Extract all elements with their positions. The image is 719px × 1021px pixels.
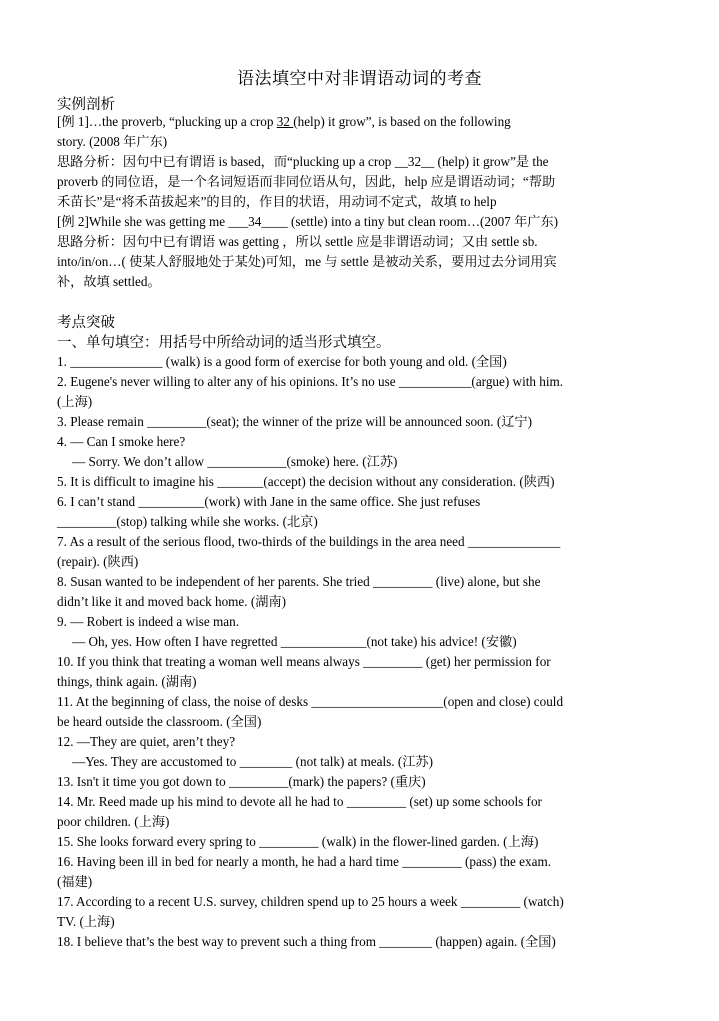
- item-9-q: 9. — Robert is indeed a wise man.: [57, 614, 240, 629]
- item-11: 11. At the beginning of class, the noise of desks ____________________(open and close) could: [57, 694, 564, 709]
- item-6-cont: _________(stop) talking while she works. (北京): [57, 514, 318, 529]
- item-12-a: —Yes. They are accustomed to ________ (not talk) at meals. (江苏): [72, 754, 433, 769]
- example-1-line-1: [57, 112, 662, 132]
- example-2-line: [例 2]While she was getting me ___34____ (settle) into a tiny but clean room…(2007 年广东): [57, 214, 559, 229]
- item-13: 13. Isn't it time you got down to _________(mark) the papers? (重庆): [57, 774, 426, 789]
- item-2-cont: (上海): [57, 394, 93, 409]
- item-17-cont: TV. (上海): [57, 914, 115, 929]
- item-14: 14. Mr. Reed made up his mind to devote all he had to _________ (set) up some schools for: [57, 794, 542, 809]
- example-1-text-a: [例 1]…the proverb, “plucking up a crop: [57, 114, 277, 129]
- item-3: 3. Please remain _________(seat); the winner of the prize will be announced soon. (辽宁): [57, 414, 532, 429]
- item-7: 7. As a result of the serious flood, two-thirds of the buildings in the area need ______________: [57, 534, 561, 549]
- item-6: 6. I can’t stand __________(work) with Jane in the same office. She just refuses: [57, 494, 481, 509]
- example-1-line-2: story. (2008 年广东): [57, 134, 168, 149]
- analysis-1-line-2: proverb 的同位语，是一个名词短语而非同位语从句，因此，help 应是谓语动词；“帮助: [57, 174, 556, 189]
- item-4-q: 4. — Can I smoke here?: [57, 434, 186, 449]
- analysis-2-line-2: into/in/on…( 使某人舒服地处于某处)可知，me 与 settle 是被动关系，要用过去分词用宾: [57, 254, 557, 269]
- item-10: 10. If you think that treating a woman well means always _________ (get) her permission for: [57, 654, 551, 669]
- item-16-cont: (福建): [57, 874, 93, 889]
- item-7-cont: (repair). (陕西): [57, 554, 139, 569]
- item-4-a: — Sorry. We don’t allow ____________(smoke) here. (江苏): [72, 454, 398, 469]
- analysis-1-line-3: 禾苗长”是“将禾苗拔起来”的目的，作目的状语，用动词不定式，故填 to help: [57, 194, 497, 209]
- single-fill-heading: 一、单句填空：用括号中所给动词的适当形式填空。: [57, 335, 391, 351]
- item-5: 5. It is difficult to imagine his _______(accept) the decision without any consideration. (陕西): [57, 474, 555, 489]
- breakthrough-heading: 考点突破: [57, 315, 115, 331]
- item-15: 15. She looks forward every spring to _________ (walk) in the flower-lined garden. (上海): [57, 834, 539, 849]
- item-16: 16. Having been ill in bed for nearly a month, he had a hard time _________ (pass) the exam.: [57, 854, 552, 869]
- item-18: 18. I believe that’s the best way to prevent such a thing from ________ (happen) again. (全国): [57, 934, 556, 949]
- item-1: 1. ______________ (walk) is a good form of exercise for both young and old. (全国): [57, 354, 507, 369]
- item-10-cont: things, think again. (湖南): [57, 674, 197, 689]
- item-14-cont: poor children. (上海): [57, 814, 170, 829]
- item-8-cont: didn’t like it and moved back home. (湖南): [57, 594, 287, 609]
- page-title: 语法填空中对非谓语动词的考查: [237, 69, 482, 88]
- example-1-text-b: (help) it grow”, is based on the following: [293, 114, 511, 129]
- item-17: 17. According to a recent U.S. survey, children spend up to 25 hours a week _________ (watch): [57, 894, 564, 909]
- analysis-1-line-1: 思路分析：因句中已有谓语 is based，而“plucking up a crop __32__ (help) it grow”是 the: [57, 154, 549, 169]
- analysis-2-line-1: 思路分析：因句中已有谓语 was getting ，所以 settle 应是非谓语动词；又由 settle sb.: [57, 234, 538, 249]
- item-11-cont: be heard outside the classroom. (全国): [57, 714, 262, 729]
- item-12-q: 12. —They are quiet, aren’t they?: [57, 734, 236, 749]
- item-9-a: — Oh, yes. How often I have regretted _____________(not take) his advice! (安徽): [72, 634, 517, 649]
- item-8: 8. Susan wanted to be independent of her parents. She tried _________ (live) alone, but she: [57, 574, 541, 589]
- examples-heading: 实例剖析: [57, 97, 115, 113]
- analysis-2-line-3: 补，故填 settled。: [57, 274, 161, 289]
- item-2: 2. Eugene's never willing to alter any of his opinions. It’s no use ___________(argue) with him.: [57, 374, 564, 389]
- example-1-blank: 32: [276, 114, 294, 129]
